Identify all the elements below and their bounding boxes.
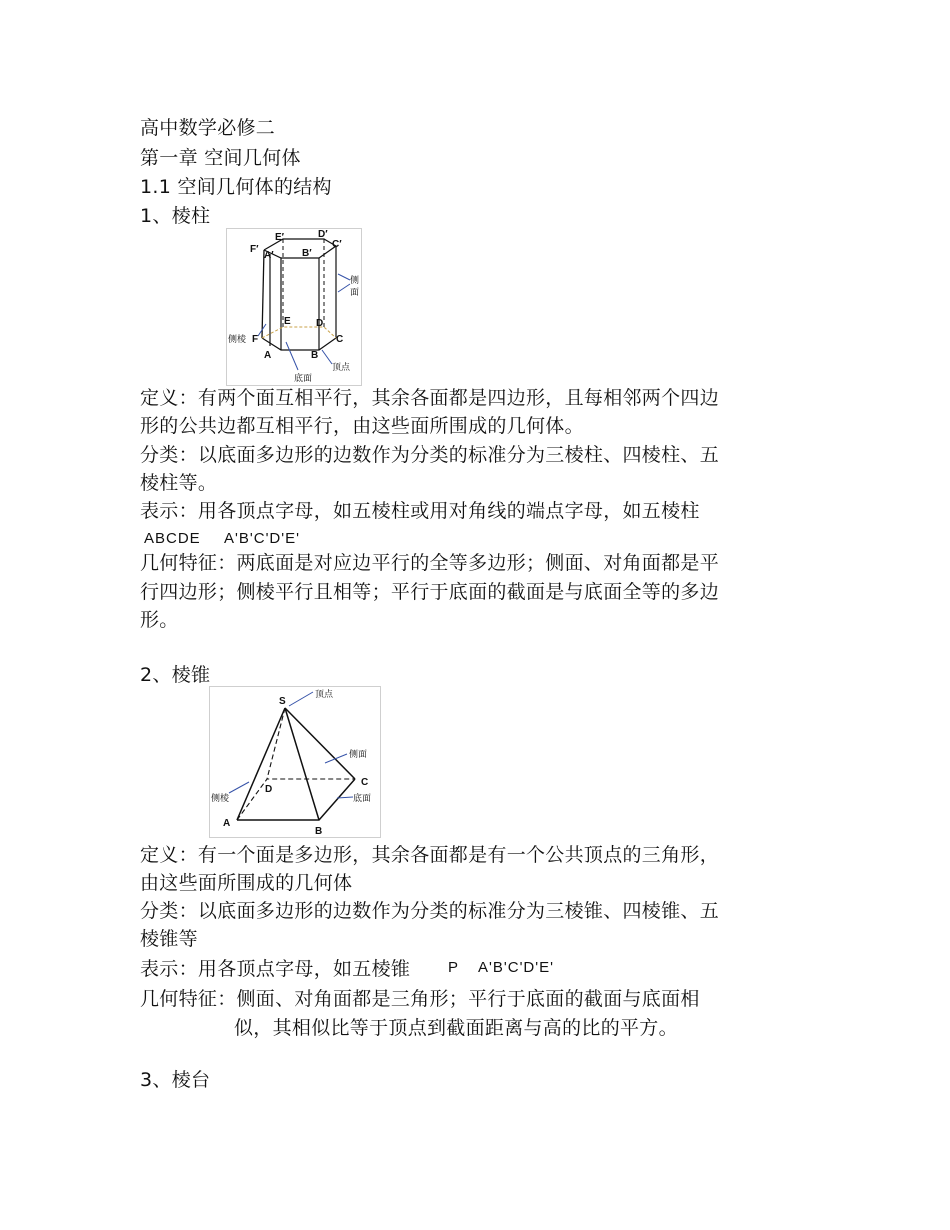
pyramid-features-line-1: 几何特征：侧面、对角面都是三角形；平行于底面的截面与底面相	[140, 988, 700, 1010]
course-title: 高中数学必修二	[140, 117, 276, 139]
prism-features-line-1: 几何特征：两底面是对应边平行的全等多边形；侧面、对角面都是平	[140, 552, 720, 574]
label-a: A	[264, 350, 272, 361]
prism-heading: 1、棱柱	[140, 205, 211, 227]
prism-classification-line-1: 分类：以底面多边形的边数作为分类的标准分为三棱柱、四棱柱、五	[140, 444, 720, 466]
pyramid-features-line-2: 似，其相似比等于顶点到截面距离与高的比的平方。	[234, 1017, 678, 1039]
prism-features-line-3: 形。	[140, 609, 179, 631]
pyramid-classification-line-1: 分类：以底面多边形的边数作为分类的标准分为三棱锥、四棱锥、五	[140, 900, 720, 922]
pyramid-definition-line-1: 定义：有一个面是多边形，其余各面都是有一个公共顶点的三角形，	[140, 844, 720, 866]
prism-definition-line-1: 定义：有两个面互相平行，其余各面都是四边形，且每相邻两个四边	[140, 387, 720, 409]
prism-definition-line-2: 形的公共边都互相平行，由这些面所围成的几何体。	[140, 415, 584, 437]
label-lateral-edge: 侧棱	[211, 794, 230, 804]
pyramid-heading: 2、棱锥	[140, 664, 211, 686]
pyramid-figure	[209, 686, 381, 838]
label-vertex: 顶点	[315, 690, 334, 700]
label-a-prime: A′	[264, 250, 274, 261]
prism-features-line-2: 行四边形；侧棱平行且相等；平行于底面的截面是与底面全等的多边	[140, 581, 720, 603]
pyramid-definition-line-2: 由这些面所围成的几何体	[140, 872, 353, 894]
label-f: F	[252, 334, 259, 345]
frustum-heading: 3、棱台	[140, 1069, 211, 1091]
label-s: S	[279, 696, 286, 707]
label-base: 底面	[353, 794, 372, 804]
label-d: D	[316, 318, 324, 329]
prism-classification-line-2: 棱柱等。	[140, 472, 218, 494]
chapter-title: 第一章 空间几何体	[140, 147, 301, 169]
prism-notation-abcde: ABCDE	[144, 530, 201, 547]
pyramid-notation-p: P	[448, 959, 460, 976]
label-c-prime: C′	[332, 239, 342, 250]
label-d-prime: D′	[318, 229, 328, 240]
label-lateral-face-1: 侧	[350, 276, 360, 286]
label-b: B	[311, 350, 319, 361]
prism-notation-primed: A'B'C'D'E'	[224, 530, 300, 547]
label-vertex: 顶点	[332, 363, 351, 373]
label-lateral-face-2: 面	[350, 288, 360, 298]
label-e-prime: E′	[275, 232, 285, 243]
label-f-prime: F′	[250, 244, 259, 255]
pyramid-notation-line-1: 表示：用各顶点字母，如五棱锥	[140, 958, 411, 980]
label-e: E	[284, 316, 291, 327]
label-c: C	[336, 334, 344, 345]
pyramid-notation-primed: A'B'C'D'E'	[478, 959, 554, 976]
label-c: C	[361, 777, 369, 788]
label-b: B	[315, 826, 323, 837]
section-title: 1.1 空间几何体的结构	[140, 176, 332, 198]
label-d: D	[265, 784, 273, 795]
label-a: A	[223, 818, 231, 829]
pyramid-classification-line-2: 棱锥等	[140, 928, 198, 950]
label-lateral-edge: 侧棱	[228, 335, 247, 345]
prism-notation-line-1: 表示：用各顶点字母，如五棱柱或用对角线的端点字母，如五棱柱	[140, 500, 700, 522]
label-lateral-face: 侧面	[349, 750, 368, 760]
label-base: 底面	[294, 374, 313, 384]
label-b-prime: B′	[302, 248, 312, 259]
prism-figure	[226, 228, 362, 386]
